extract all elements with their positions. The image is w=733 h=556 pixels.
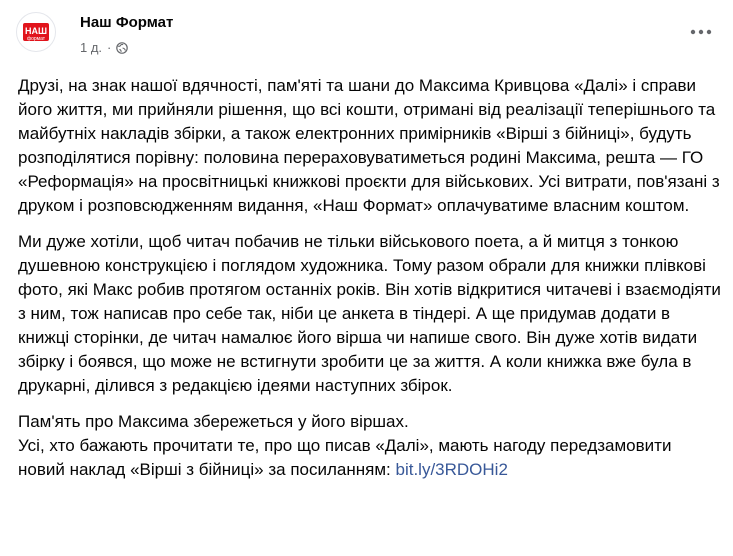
- post-paragraph-1: Друзі, на знак нашої вдячності, пам'яті та шани до Максима Кривцова «Далі» і справи його життя, ми прийняли рішення, що всі кошти, отримані від реалізації теперішнього та майбутніх накладів збірки, а також електронних примірників «Вірші з бійниці», будуть розподілятися порівну: половина перераховуватиметься родині Максима, решта — ГО «Реформація» на просвітницькі книжкові проєкти для військових. Усі витрати, пов'язані з друком і розповсюдженням видання, «Наш Формат» оплачуватиме власним коштом.: [18, 76, 720, 215]
- more-options-button[interactable]: [683, 20, 719, 44]
- post-paragraph-3-line-1: Пам'ять про Максима збережеться у його віршах.: [18, 412, 409, 431]
- post-paragraph-3-line-2: Усі, хто бажають прочитати те, про що писав «Далі», мають нагоду передзамовити новий наклад «Вірші з бійниці» за посиланням:: [18, 436, 672, 479]
- logo-text-top: НАШ: [24, 26, 48, 36]
- post-meta: [80, 40, 128, 55]
- post-body: [18, 74, 723, 494]
- nash-format-logo: [17, 13, 55, 51]
- meta-separator: ·: [107, 40, 112, 55]
- globe-icon[interactable]: [116, 42, 128, 54]
- post-time[interactable]: 1 д.: [80, 40, 103, 55]
- preorder-link[interactable]: bit.ly/3RDOHi2: [395, 460, 508, 479]
- post-paragraph-3: [18, 410, 723, 482]
- author-name[interactable]: Наш Формат: [80, 14, 174, 31]
- post-paragraph-2: Ми дуже хотіли, щоб читач побачив не тільки військового поета, а й митця з тонкою душевною конструкцією і поглядом художника. Тому разом обрали для книжки плівкові фото, які Макс робив протягом останніх років. Він хотів відкритися читачеві і взаємодіяти з ним, тож написав про себе так, ніби це анкета в тіндері. А ще придумав додати в книжці сторінки, де читач намалює його вірша чи напише свого. Він дуже хотів видати збірку і боявся, що може не встигнути зробити це за життя. А коли книжка вже була в друкарні, ділився з редакцією ідеями наступних збірок.: [18, 232, 721, 395]
- more-horizontal-icon: [690, 29, 712, 35]
- logo-text-bottom: формат: [26, 36, 46, 42]
- page-avatar[interactable]: [16, 12, 56, 52]
